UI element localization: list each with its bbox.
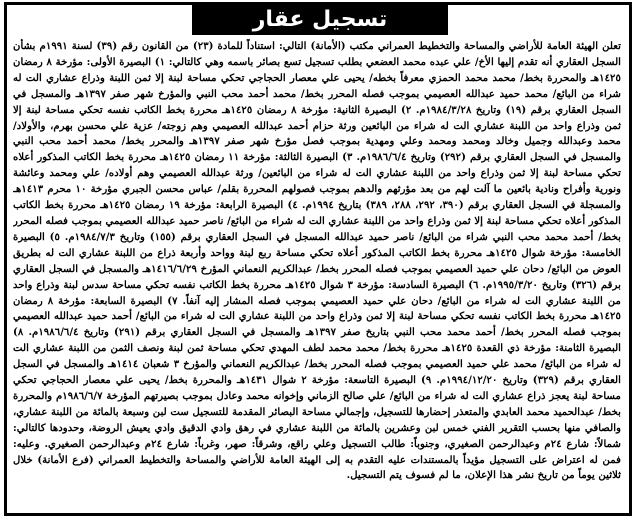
notice-body: تعلن الهيئة العامة للأراضي والمساحة والتخطيط العمراني مكتب (الأمانة) التالي: استناداً للمادة (٢٣) من القانون رقم (٣٩) لسنة ١٩٩١م بشأن السجل العقاري أنه تقدم إليها الأخ/ علي عبده محمد العضعي بطلب تسجيل تسع بصائر باسمه وهي كالتالي: ١) البصيرة الأولى: مؤرخة ٨ رمضان ١٤٢٥هـ والمحررة بخط/ محمد محمد الحمزي معرفاً بخطه/ يحيى علي معصار الحجاجي تحكي مساحة لبنة إلا ثمن اللبنة وذراع عشاري الت له شراء من البائع/ محمد حميد عبدالله العصيمي بموجب فصله المحرر بخط/ محمد أحمد محب النبي والمؤرخ شهر صفر ١٣٩٧هـ والمسجل في السجل العقاري برقم (١٩) وتاريخ ١٩٨٤/٣/٢٨م. ٢) البصيرة الثانية: مؤرخة ٨ رمضان ١٤٢٥هـ محررة بخط الكاتب نفسه تحكي مساحة لبنة إلا ثمن وذراع واحد من اللبنة عشاري الت له شراء من البائعين ورثة حزام أحمد عبدالله العصيمي وهم زوجته/ عزية علي محسن بهرم، والأولاد/ محمد وعبدالله وجميل وخالد ومحمد ومحمد وعلي ومهدية بموجب فصل مؤرخ شهر صفر ١٣٩٧هـ والمحرر بخط/ محمد أحمد محب النبي والمسجل في السجل العقاري برقم (٢٩٢) وتاريخ ١٩٨٦/٦/٤م. ٣) البصيرة الثالثة: مؤرخة ١١ رمضان ١٤٢٥هـ محررة بخط الكاتب المذكور أعلاه تحكي مساحة لبنة إلا ثمن وذراع واحد من اللبنة عشاري الت له شراء من البائعين/ ورثة عبدالله العصيمي وهم أولاده/ علي ومحمد وعائشة ونورية وأفراح ونادية بائعين ما آلت لهم من بعد مؤرثهم والدهم بموجب فصولهم المحررة بقلم/ عباس محسن الجبري مؤرخة ١٠ محرم ١٤١٣هـ والمسجلة في السجل العقاري برقم (٣٩٠، ٢٩٢، ٢٨٨، ٣٨٩) بتاريخ ١٩٩٤م. ٤) البصيرة الرابعة: مؤرخة ١٩ رمضان ١٤٢٥هـ محررة بخط الكاتب المذكور أعلاه تحكي مساحة لبنة إلا ثمن وذراع واحد من اللبنة عشاري الت له شراء من البائع/ ناصر حميد عبدالله العصيمي بموجب فصله المحرر بخط/ أحمد محمد محب النبي شراء من البائع/ ناصر حميد عبدالله المسجل في السجل العقاري برقم (١٥٥) وتاريخ ١٩٨٤/٧/٣م. ٥) البصيرة الخامسة: مؤرخة شوال ١٤٢٥هـ محررة بخط الكاتب المذكور أعلاه تحكي مساحة ربع لبنة وواحد وأربعة ذراع من اللبنة عشاري الت له بطريق العوض من البائع/ دحان علي حميد العصيمي بموجب فصله المحرر بخط/ عبدالكريم النعماني المؤرخ ١٤١٦/٦/٢٩هـ والمسجل في السجل العقاري برقم (٣٢٦) وتاريخ ١٩٩٥/٣/٢٠م. ٦) البصيرة السادسة: مؤرخة ٣ شوال ١٤٢٥هـ محررة بخط الكاتب نفسه تحكي مساحة سدس لبنة وذراع واحد من اللبنة عشاري الت له شراء من البائع/ دحان علي حميد العصيمي بموجب فصله المشار إليه آنفاً. ٧) البصيرة السابعة: مؤرخة ٨ رمضان ١٤٢٥هـ محررة بخط الكاتب نفسه تحكي مساحة لبنة إلا ثمن وذراع واحد من اللبنة عشاري الت له شراء من البائع/ أحمد حميد عبدالله العصيمي بموجب فصله المحرر بخط/ أحمد محمد محب النبي بتاريخ صفر ١٣٩٧هـ والمسجل في السجل العقاري برقم (٢٩١) وتاريخ ١٩٨٦/٦/٤م. ٨) البصيرة الثامنة: مؤرخة ذي القعدة ١٤٢٥هـ محررة بخط/ محمد محمد لطف المهدي تحكي مساحة ثمن لبنة ونصف الثمن من اللبنة عشاري الت له شراء من البائع/ محمد علي حميد العصيمي بموجب فصله المحرر بخط/ عبدالكريم النعماني والمؤرخ ٣ شعبان ١٤١٤هـ والمسجل في السجل العقاري برقم (٣٢٩) وتاريخ ١٩٩٤/١٢/٢٠م. ٩) البصيرة التاسعة: مؤرخة ٢ شوال ١٤٣١هـ والمحررة بخط/ يحيى علي معصار الحجاجي تحكي مساحة لبنة يعجز ذراع عشاري الت له شراء من البائع/ علي صالح الزماني وإخوانه محمد وعادل بموجب بصيرتهم المؤرخة ١٩٨٦/٦/٧م والمحررة بخط/ عبدالحميد محمد العابدي والمتعذر إحضارها للتسجيل، وإجمالي مساحة البصائر المقدمة للتسجيل ست لبن وسبعة بالمائة من اللبنة عشاري، والصافي منها بحسب التقرير الفني خمس لبن وعشرين بالمائة من اللبنة عشاري في رهق وادي الدقيق وادي يعيش الروضة، وحدودها كالتالي: شمالاً: شارع ٢٤م وعبدالرحمن الصغيري، وجنوباً: طالب التسجيل وعلي راقع، وشرقاً: صهر، وغرباً: شارع ٢٤م وعبدالرحمن الصغيري. وعليه: فمن له اعتراض على التسجيل مؤيداً بالمستندات عليه التقدم به إلى الهيئة العامة للأراضي والمساحة والتخطيط العمراني (فرع الأمانة) خلال ثلاثين يوماً من تاريخ نشر هذا الإعلان، ما لم فسوف يتم التسجيل. [13,40,621,482]
notice-frame [4,2,632,516]
notice-title: تسجيل عقار [192,5,448,35]
